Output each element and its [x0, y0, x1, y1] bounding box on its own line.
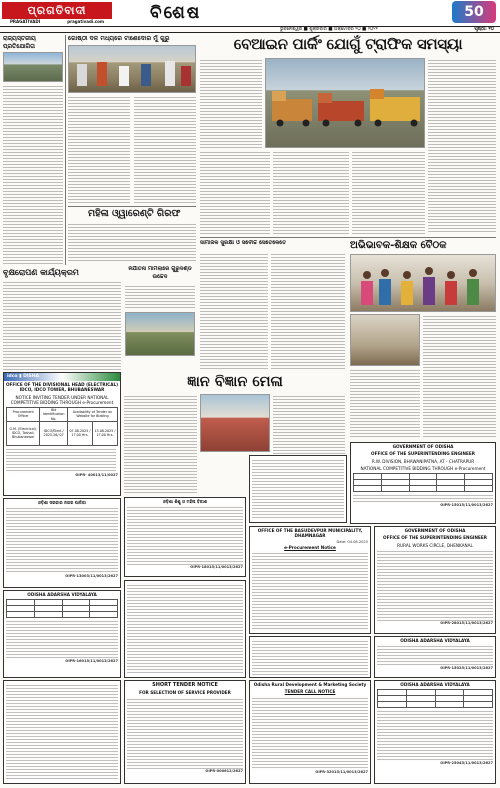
short-tender-subtitle: FOR SELECTION OF SERVICE PROVIDER [139, 690, 231, 696]
photo-science-fair [200, 394, 270, 452]
idco-subtitle: NOTICE INVITING TENDER UNDER NATIONAL COMPETITIVE BIDDING THROUGH e-Procurement [10, 394, 114, 405]
odisha-fineprint [353, 493, 493, 503]
oav2-ref: OIPR-15025/11/0013/2627 [440, 666, 493, 671]
ad-rural-marketing[interactable] [249, 680, 371, 784]
headline-plantation[interactable]: ବୃକ୍ଷରୋପଣ କାର୍ଯ୍ୟକ୍ରମ [3, 268, 79, 277]
odisha-head-2: OFFICE OF THE SUPERINTENDING ENGINEER [371, 451, 475, 457]
odisha-head-1: GOVERNMENT OF ODISHA [392, 444, 454, 449]
oav-table [6, 599, 118, 618]
ad-rural-works-circle[interactable] [374, 526, 496, 634]
article-social-text-2 [271, 252, 345, 370]
rwo-head-3: RURAL WORKS CIRCLE, DHENKANAL [397, 542, 473, 548]
odia-notice-3-fineprint [127, 583, 243, 673]
oav2-fineprint [377, 644, 493, 666]
article-social-text-1 [200, 252, 268, 370]
ad-odia-notice-3[interactable] [124, 580, 246, 678]
page-number: ପୃଷ୍ଠା: ୧୦ [474, 27, 494, 32]
rwo-fineprint [377, 549, 493, 621]
idco-title: OFFICE OF THE DIVISIONAL HEAD (ELECTRICAL) IDCO, IDCO TOWER, BHUBANESWAR [5, 382, 119, 393]
bmc-date: Date: 04.08.2025 [336, 539, 368, 544]
odia-notice-1-text [6, 506, 118, 574]
ad-odia-notice-1[interactable] [3, 498, 121, 588]
lead-text-2 [200, 150, 270, 234]
odia-notice-2-title: ଓଡ଼ିଶା ଶିଶୁ ଓ ମହିଳା ବିକାଶ [162, 499, 208, 504]
ad-oav-2[interactable] [374, 636, 496, 678]
photo-competition [3, 52, 63, 82]
oav-adv-table [377, 689, 493, 708]
photo-meeting-2 [350, 314, 420, 366]
article-torture-text [125, 284, 195, 310]
article-arrest-text [68, 222, 196, 262]
section-title: ବିଶେଷ [150, 3, 202, 23]
idco-th-3: Availability of Tender on Website for Bidding [67, 408, 117, 422]
ad-bottom-left[interactable] [3, 680, 121, 784]
article-meeting-text-2 [350, 368, 420, 438]
masthead [0, 0, 500, 26]
omr-ref: OIPR-32015/11/0013/2627 [315, 769, 368, 774]
bmc-title: OFFICE OF THE BASUDEVPUR MUNICIPALITY, DHAMNAGAR [257, 528, 363, 539]
headline-group-conflict[interactable]: ଗୋଷ୍ଠୀ ଦଳ ମଧ୍ୟରେ ଟାଣେଦୋର ମୁଁ ଗୁରୁ [68, 35, 170, 42]
odia-notice-2-ref: OIPR-18015/11/0013/2627 [190, 565, 243, 570]
oav-adv-title: ODISHA ADARSHA VIDYALAYA [400, 682, 470, 687]
ad-odia-notice-2[interactable] [124, 497, 246, 577]
idco-th-1: Procurement Officer [7, 408, 40, 422]
idco-ref: OIPR- 40013/11/0027 [75, 472, 118, 477]
odia-notice-2-text [127, 505, 243, 565]
ad-oav-1[interactable] [3, 590, 121, 678]
headline-illegal-parking[interactable]: ବେଆଇନ ପାର୍କିଂ ଯୋଗୁଁ ଟ୍ରାଫିକ ସମସ୍ୟା [233, 35, 463, 53]
logo-subtitle [2, 19, 112, 24]
anniversary-badge: 50 [452, 1, 496, 23]
logo-sub-right: pragativadi.com [67, 19, 104, 24]
idco-td-2: IDCO/Elect./ 2025-26/ 07 [40, 421, 68, 445]
odia-notice-1-title: ଓଡ଼ିଶା ସରକାର ନଗର ପାଳିକା [38, 500, 86, 505]
headline-parent-teacher-meeting[interactable]: ଅଭିଭାବକ-ଶିକ୍ଷକ ବୈଠକ [350, 240, 447, 251]
lead-text-3 [273, 150, 349, 234]
ad-oav-advertisement[interactable] [374, 680, 496, 784]
idco-td-3: 07.08.2025 / 17.00 Hrs. [67, 421, 92, 445]
lead-text-1 [200, 58, 262, 148]
oav-adv-ref: OIPR-25045/11/0013/2627 [440, 761, 493, 766]
headline-science-fair[interactable]: ଜ୍ଞାନ ବିଜ୍ଞାନ ମେଳା [187, 374, 283, 390]
odisha-head-3: R.W. DIVISION, BHAWANIPATNA, AT - CHATRAPUR [371, 458, 475, 464]
dateline-text: ଭୁବନେଶ୍ୱର ■ ଶୁକ୍ରବାର ■ ଅକ୍ଟୋବର ୨୦ ■ ୨୦୨୧ [280, 27, 378, 32]
dateline-bar [0, 26, 500, 33]
odisha-ref: OIPR-15015/11/0013/2627 [440, 503, 493, 507]
oav-title: ODISHA ADARSHA VIDYALAYA [27, 592, 97, 597]
ad-basudevpur-municipality[interactable] [249, 526, 371, 634]
meeting-illustration [351, 255, 496, 312]
photo-traffic-trucks [265, 58, 425, 148]
rwo-head-1: GOVERNMENT OF ODISHA [404, 528, 466, 533]
omr-title: Odisha Rural Development & Marketing Society [253, 682, 367, 687]
rwo-head-2: OFFICE OF THE SUPERINTENDING ENGINEER [383, 535, 487, 541]
oav-adv-fineprint [377, 709, 493, 761]
section-rule [68, 206, 196, 207]
short-tender-ref: OIPR-000612/2627 [205, 768, 243, 773]
article-plantation-text [3, 280, 121, 370]
odisha-table [353, 473, 493, 492]
odia-notice-1-ref: OIPR-13003/11/0013/2627 [65, 574, 118, 579]
lead-text-5 [352, 150, 425, 234]
newspaper-logo[interactable]: ପ୍ରଗତିବାଦୀ [2, 2, 112, 19]
ad-odia-notice-5[interactable] [249, 455, 347, 523]
bmc-fineprint [252, 551, 368, 631]
bottom-left-fineprint [6, 683, 118, 779]
short-tender-title: SHORT TENDER NOTICE [152, 682, 218, 688]
idco-table [6, 407, 118, 446]
article-group-text-1 [68, 95, 130, 203]
ad-odia-notice-4[interactable] [249, 636, 371, 678]
logo-sub-left: PRAGATIVADI [10, 19, 41, 24]
idco-fineprint [6, 447, 116, 473]
rwo-ref: OIPR-28015/11/0013/2627 [440, 620, 493, 625]
ad-idco-tender[interactable] [3, 372, 121, 496]
short-tender-fineprint [127, 697, 243, 769]
headline-social-security[interactable]: ସାମାଜିକ ସୁରକ୍ଷା ଓ ସର୍ବୋଚ୍ଚ ସେତେକେତେ [200, 240, 287, 246]
omr-fineprint [252, 696, 368, 770]
oav-ref: OIPR-16015/11/0013/2627 [65, 659, 118, 664]
ad-short-tender[interactable] [124, 680, 246, 784]
article-meeting-text [423, 314, 496, 439]
photo-meeting [350, 254, 496, 312]
odisha-head-4: NATIONAL COMPETITIVE BIDDING THROUGH e-Procurement [360, 465, 486, 471]
bmc-subtitle: e-Procurement Notice [284, 545, 336, 551]
oav-fineprint [6, 619, 118, 659]
lead-text-4 [428, 58, 496, 234]
odia-notice-5-fineprint [252, 458, 344, 520]
odia-notice-4-fineprint [252, 639, 368, 675]
photo-group-conflict [68, 45, 196, 93]
article-science-text-2 [124, 394, 197, 494]
oav2-title: ODISHA ADARSHA VIDYALAYA [400, 638, 470, 643]
idco-th-2: Bid Identification No. [40, 408, 68, 422]
column-rule [65, 35, 66, 265]
headline-torture-case[interactable]: ନିର୍ଯାତନା ମାମଲାରେ ଗୁରୁଦଣ୍ଡ ଉଚ୍ଚେଦ [128, 266, 192, 280]
trucks-illustration [266, 59, 425, 148]
section-rule-2 [200, 237, 496, 238]
article-competition-text [3, 84, 63, 264]
idco-td-4: 13.08.2025 / 17.00 Hrs. [92, 421, 117, 445]
crowd-illustration [69, 46, 196, 93]
ad-odisha-se[interactable] [350, 442, 496, 524]
headline-state-competition[interactable]: ରାଜ୍ୟସ୍ତରୀୟ ପ୍ରତିଯୋଗିତା [3, 35, 36, 50]
photo-plantation [125, 312, 195, 356]
idco-logo-bar: idco ▮ DISHA [4, 373, 120, 381]
idco-td-1: G.M. (Electrical), IDCO, Toshali, Bhubaneswar [7, 421, 40, 445]
headline-woman-arrest[interactable]: ମହିଳା ଓ୍ୱାରେଣ୍ଟି ଗିରଫ [88, 208, 181, 219]
omr-subtitle: TENDER CALL NOTICE [284, 689, 336, 695]
article-group-text-2 [134, 95, 196, 203]
